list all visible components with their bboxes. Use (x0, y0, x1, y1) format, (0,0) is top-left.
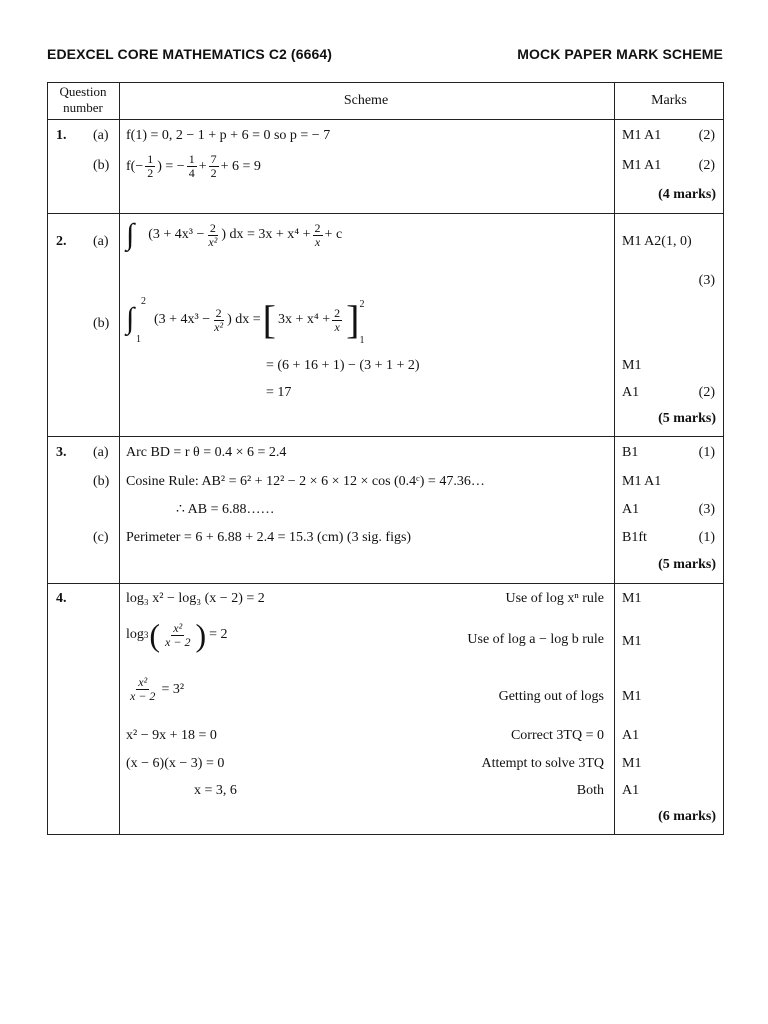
part-label: (b) (93, 474, 110, 489)
marks-entry: A1 (622, 783, 640, 798)
marks-entry: M1 A2(1, 0) (622, 234, 692, 249)
fraction: $\frac{2}{x}$ (334, 305, 341, 334)
column-header-question: Question number (59, 84, 107, 115)
marks-entry: B1ft (622, 530, 647, 545)
right-bracket: ] (346, 297, 360, 342)
fraction: $\frac{2}{\text{x²}}$ (208, 220, 218, 249)
marks-entry: A1 (622, 502, 640, 517)
question-number: 4. (56, 591, 67, 606)
part-label: (c) (93, 530, 109, 545)
method-note: Correct 3TQ = 0 (510, 728, 604, 743)
scheme-line: f(− $\frac{1}{2}$ ) = − $\frac{1}{4}$ + $\frac{7}{2}$ + 6 = 9 (126, 152, 261, 180)
column-divider-question (119, 83, 120, 834)
question-number: 2. (56, 234, 67, 249)
scheme-line: = 17 (266, 385, 292, 400)
marks-entry: B1 (622, 445, 639, 460)
method-note: Use of log a − log b rule (467, 632, 604, 647)
fraction: $\frac{2}{x}$ (314, 220, 321, 249)
question-total: (5 marks) (658, 557, 716, 572)
method-note: Getting out of logs (498, 689, 604, 704)
part-total: (1) (698, 445, 715, 460)
column-header-scheme: Scheme (343, 93, 389, 108)
evaluation-limits: 2 1 (359, 299, 365, 346)
fraction: $\frac{1}{4}$ (188, 152, 195, 180)
row-divider-q1 (48, 213, 723, 214)
marks-entry: A1 (622, 728, 640, 743)
scheme-line: Cosine Rule: AB² = 6² + 12² − 2 × 6 × 12 × cos (0.4ᶜ) = 47.36… (126, 474, 485, 489)
scheme-line: Perimeter = 6 + 6.88 + 2.4 = 15.3 (cm) (3 sig. figs) (126, 530, 412, 545)
question-total: (6 marks) (658, 809, 716, 824)
part-total: (2) (698, 385, 715, 400)
part-total: (1) (698, 530, 715, 545)
scheme-line: log 3 ( $\frac{\text{x²}}{x - 2}$ ) = 2 (126, 617, 228, 653)
marks-entry: M1 A1 (622, 474, 662, 489)
row-divider-q2 (48, 436, 723, 437)
header-row-divider (48, 119, 723, 120)
method-note: Both (576, 783, 604, 798)
question-total: (4 marks) (658, 187, 716, 202)
marks-entry: M1 (622, 756, 642, 771)
paper-title: EDEXCEL CORE MATHEMATICS C2 (6664) (47, 46, 332, 62)
scheme-line: (x − 6)(x − 3) = 0 (126, 756, 225, 771)
fraction: $\frac{7}{2}$ (210, 152, 217, 180)
marks-entry: M1 (622, 358, 642, 373)
marks-entry: M1 (622, 634, 642, 649)
part-label: (a) (93, 128, 109, 143)
right-paren: ) (195, 617, 207, 653)
lower-limit: 1 (136, 334, 141, 345)
part-label: (b) (93, 158, 110, 173)
scheme-line: = (6 + 16 + 1) − (3 + 1 + 2) (266, 358, 420, 373)
definite-integral (126, 295, 146, 345)
part-label: (b) (93, 316, 110, 331)
marks-entry: M1 (622, 689, 642, 704)
scheme-line: x² − 9x + 18 = 0 (126, 728, 217, 743)
scheme-line: f(1) = 0, 2 − 1 + p + 6 = 0 so p = − 7 (126, 128, 331, 143)
integral-sign: ∫ (126, 218, 135, 251)
fraction: $\frac{2}{\text{x²}}$ (214, 305, 224, 334)
part-total: (2) (698, 158, 715, 173)
marks-entry: M1 A1 (622, 128, 662, 143)
scheme-line: log₃ x² − log₃ (x − 2) = 2 (126, 591, 265, 606)
row-divider-q3 (48, 583, 723, 584)
fraction: $\frac{\text{x²}}{x - 2}$ (165, 620, 191, 649)
marks-entry: A1 (622, 385, 640, 400)
scheme-line: ∫ 2 1 (3 + 4x³ − $\frac{2}{\text{x²}}$ ) dx = [ 3x + x⁴ + $\frac{2}{x}$ ] 2 1 (126, 295, 369, 345)
mark-scheme-table (47, 82, 724, 835)
part-label: (a) (93, 445, 109, 460)
part-total: (2) (698, 128, 715, 143)
column-divider-marks (614, 83, 615, 834)
method-note: Attempt to solve 3TQ (481, 756, 604, 771)
upper-limit: 2 (141, 296, 146, 307)
question-number: 3. (56, 445, 67, 460)
part-total: (3) (698, 502, 715, 517)
method-note: Use of log xⁿ rule (505, 591, 604, 606)
part-label: (a) (93, 234, 109, 249)
scheme-line: Arc BD = r θ = 0.4 × 6 = 2.4 (126, 445, 287, 460)
fraction: $\frac{1}{2}$ (147, 152, 154, 180)
left-paren: ( (149, 617, 161, 653)
marks-entry: M1 (622, 591, 642, 606)
column-header-marks: Marks (651, 93, 687, 108)
part-total: (3) (698, 273, 715, 288)
question-number: 1. (56, 128, 67, 143)
scheme-line: x = 3, 6 (194, 783, 237, 798)
fraction: $\frac{\text{x²}}{x - 2}$ (130, 675, 156, 703)
question-total: (5 marks) (658, 411, 716, 426)
scheme-line: ∫ (3 + 4x³ − $\frac{2}{\text{x²}}$ ) dx = 3x + x⁴ + $\frac{2}{x}$ + c (126, 218, 343, 251)
document-type: MOCK PAPER MARK SCHEME (517, 46, 723, 62)
scheme-line: $\frac{\text{x²}}{x - 2}$ = 3² (130, 675, 185, 703)
scheme-line: ∴ AB = 6.88…… (176, 502, 275, 517)
marks-entry: M1 A1 (622, 158, 662, 173)
left-bracket: [ (262, 297, 276, 342)
integral-sign: ∫ (126, 302, 135, 335)
